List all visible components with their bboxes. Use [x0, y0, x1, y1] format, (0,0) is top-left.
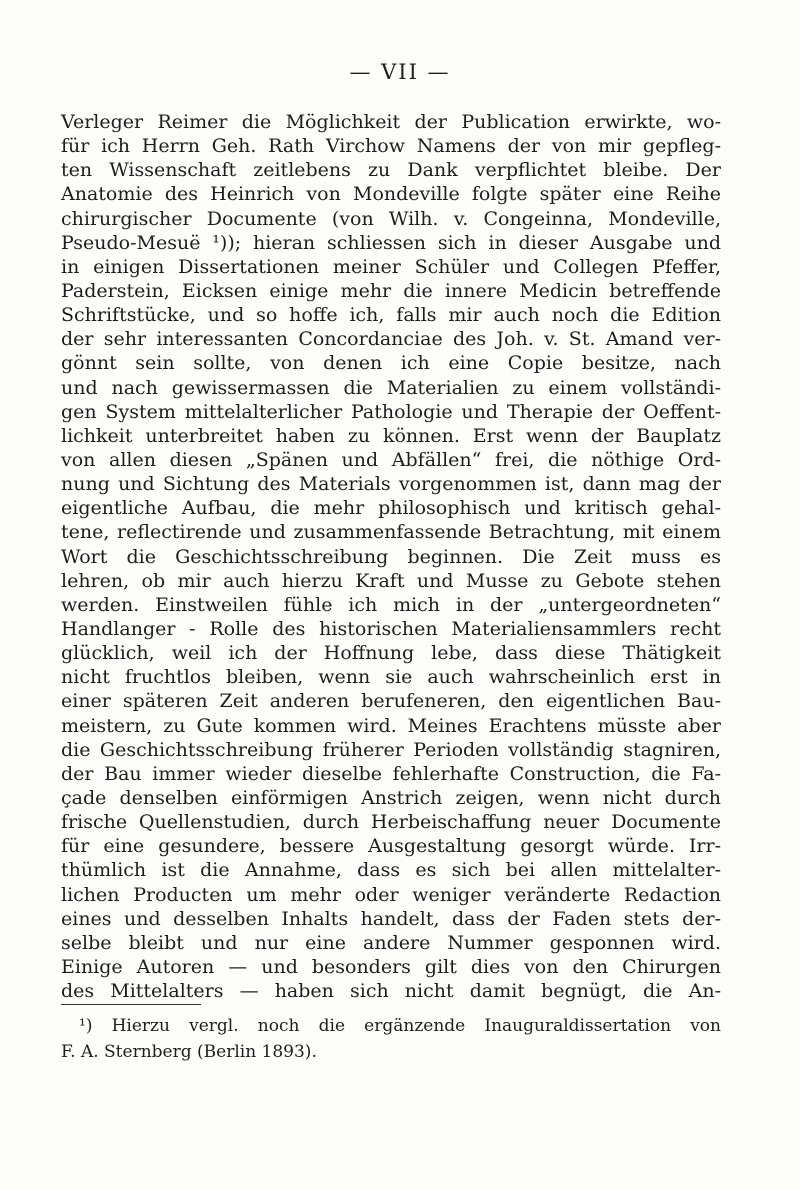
- text-line: Handlanger - Rolle des historischen Materialiensammlers recht: [61, 617, 721, 640]
- text-line: tene, reflectirende und zusammenfassende Betrachtung, mit einem: [61, 521, 721, 544]
- text-line: einer späteren Zeit anderen berufeneren, den eigentlichen Bau-: [61, 690, 721, 713]
- text-line: der Bau immer wieder dieselbe fehlerhafte Construction, die Fa-: [61, 762, 721, 785]
- footnote-line: F. A. Sternberg (Berlin 1893).: [61, 1042, 317, 1062]
- text-line: selbe bleibt und nur eine andere Nummer gesponnen wird.: [61, 931, 721, 954]
- text-line: Anatomie des Heinrich von Mondeville folgte später eine Reihe: [61, 183, 721, 206]
- text-line: für eine gesundere, bessere Ausgestaltung gesorgt würde. Irr-: [61, 835, 721, 858]
- text-line: thümlich ist die Annahme, dass es sich bei allen mittelalter-: [61, 859, 721, 882]
- footnotes: [61, 1013, 721, 1065]
- text-line: von allen diesen „Spänen und Abfällen“ frei, die nöthige Ord-: [61, 448, 721, 471]
- text-line: für ich Herrn Geh. Rath Virchow Namens der von mir gepfleg-: [61, 135, 721, 158]
- text-line: eigentliche Aufbau, die mehr philosophisch und kritisch gehal-: [61, 497, 721, 520]
- text-line: gönnt sein sollte, von denen ich eine Copie besitze, nach: [61, 352, 721, 375]
- text-line: Verleger Reimer die Möglichkeit der Publication erwirkte, wo-: [61, 111, 721, 133]
- text-line: nung und Sichtung des Materials vorgenommen ist, dann mag der: [61, 473, 721, 496]
- text-line: lehren, ob mir auch hierzu Kraft und Musse zu Gebote stehen: [61, 569, 721, 592]
- text-line: der sehr interessanten Concordanciae des Joh. v. St. Amand ver-: [61, 328, 721, 351]
- text-line: meistern, zu Gute kommen wird. Meines Erachtens müsste aber: [61, 714, 721, 737]
- text-line: gen System mittelalterlicher Pathologie und Therapie der Oeffent-: [61, 400, 721, 423]
- text-line: werden. Einstweilen fühle ich mich in der „untergeordneten“: [61, 593, 721, 616]
- text-line: lichen Producten um mehr oder weniger veränderte Redaction: [61, 883, 721, 906]
- text-line: des Mittelalters — haben sich nicht damit begnügt, die An-: [61, 980, 721, 1003]
- text-line: die Geschichtsschreibung früherer Perioden vollständig stagniren,: [61, 738, 721, 761]
- page-number-header: — VII —: [349, 60, 451, 84]
- footnote-line: ¹) Hierzu vergl. noch die ergänzende Inauguraldissertation von: [79, 1016, 721, 1036]
- text-line: çade denselben einförmigen Anstrich zeigen, wenn nicht durch: [61, 786, 721, 809]
- text-line: nicht fruchtlos bleiben, wenn sie auch wahrscheinlich erst in: [61, 666, 721, 689]
- text-line: glücklich, weil ich der Hoffnung lebe, dass diese Thätigkeit: [61, 642, 721, 665]
- text-line: Pseudo-Mesuë ¹)); hieran schliessen sich in dieser Ausgabe und: [61, 231, 721, 254]
- text-line: Paderstein, Eicksen einige mehr die innere Medicin betreffende: [61, 279, 721, 302]
- body-text: [61, 110, 721, 1003]
- text-line: Schriftstücke, und so hoffe ich, falls mir auch noch die Edition: [61, 304, 721, 327]
- text-line: ten Wissenschaft zeitlebens zu Dank verpflichtet bleibe. Der: [61, 159, 721, 182]
- text-line: frische Quellenstudien, durch Herbeischaffung neuer Documente: [61, 811, 721, 834]
- footnote-separator: [61, 1004, 201, 1005]
- text-line: lichkeit unterbreitet haben zu können. Erst wenn der Bauplatz: [61, 424, 721, 447]
- text-line: und nach gewissermassen die Materialien zu einem vollständi-: [61, 376, 721, 399]
- text-line: in einigen Dissertationen meiner Schüler und Collegen Pfeffer,: [61, 255, 721, 278]
- text-line: eines und desselben Inhalts handelt, dass der Faden stets der-: [61, 907, 721, 930]
- text-line: Wort die Geschichtsschreibung beginnen. Die Zeit muss es: [61, 545, 721, 568]
- text-line: chirurgischer Documente (von Wilh. v. Congeinna, Mondeville,: [61, 207, 721, 230]
- text-line: Einige Autoren — und besonders gilt dies von den Chirurgen: [61, 955, 721, 978]
